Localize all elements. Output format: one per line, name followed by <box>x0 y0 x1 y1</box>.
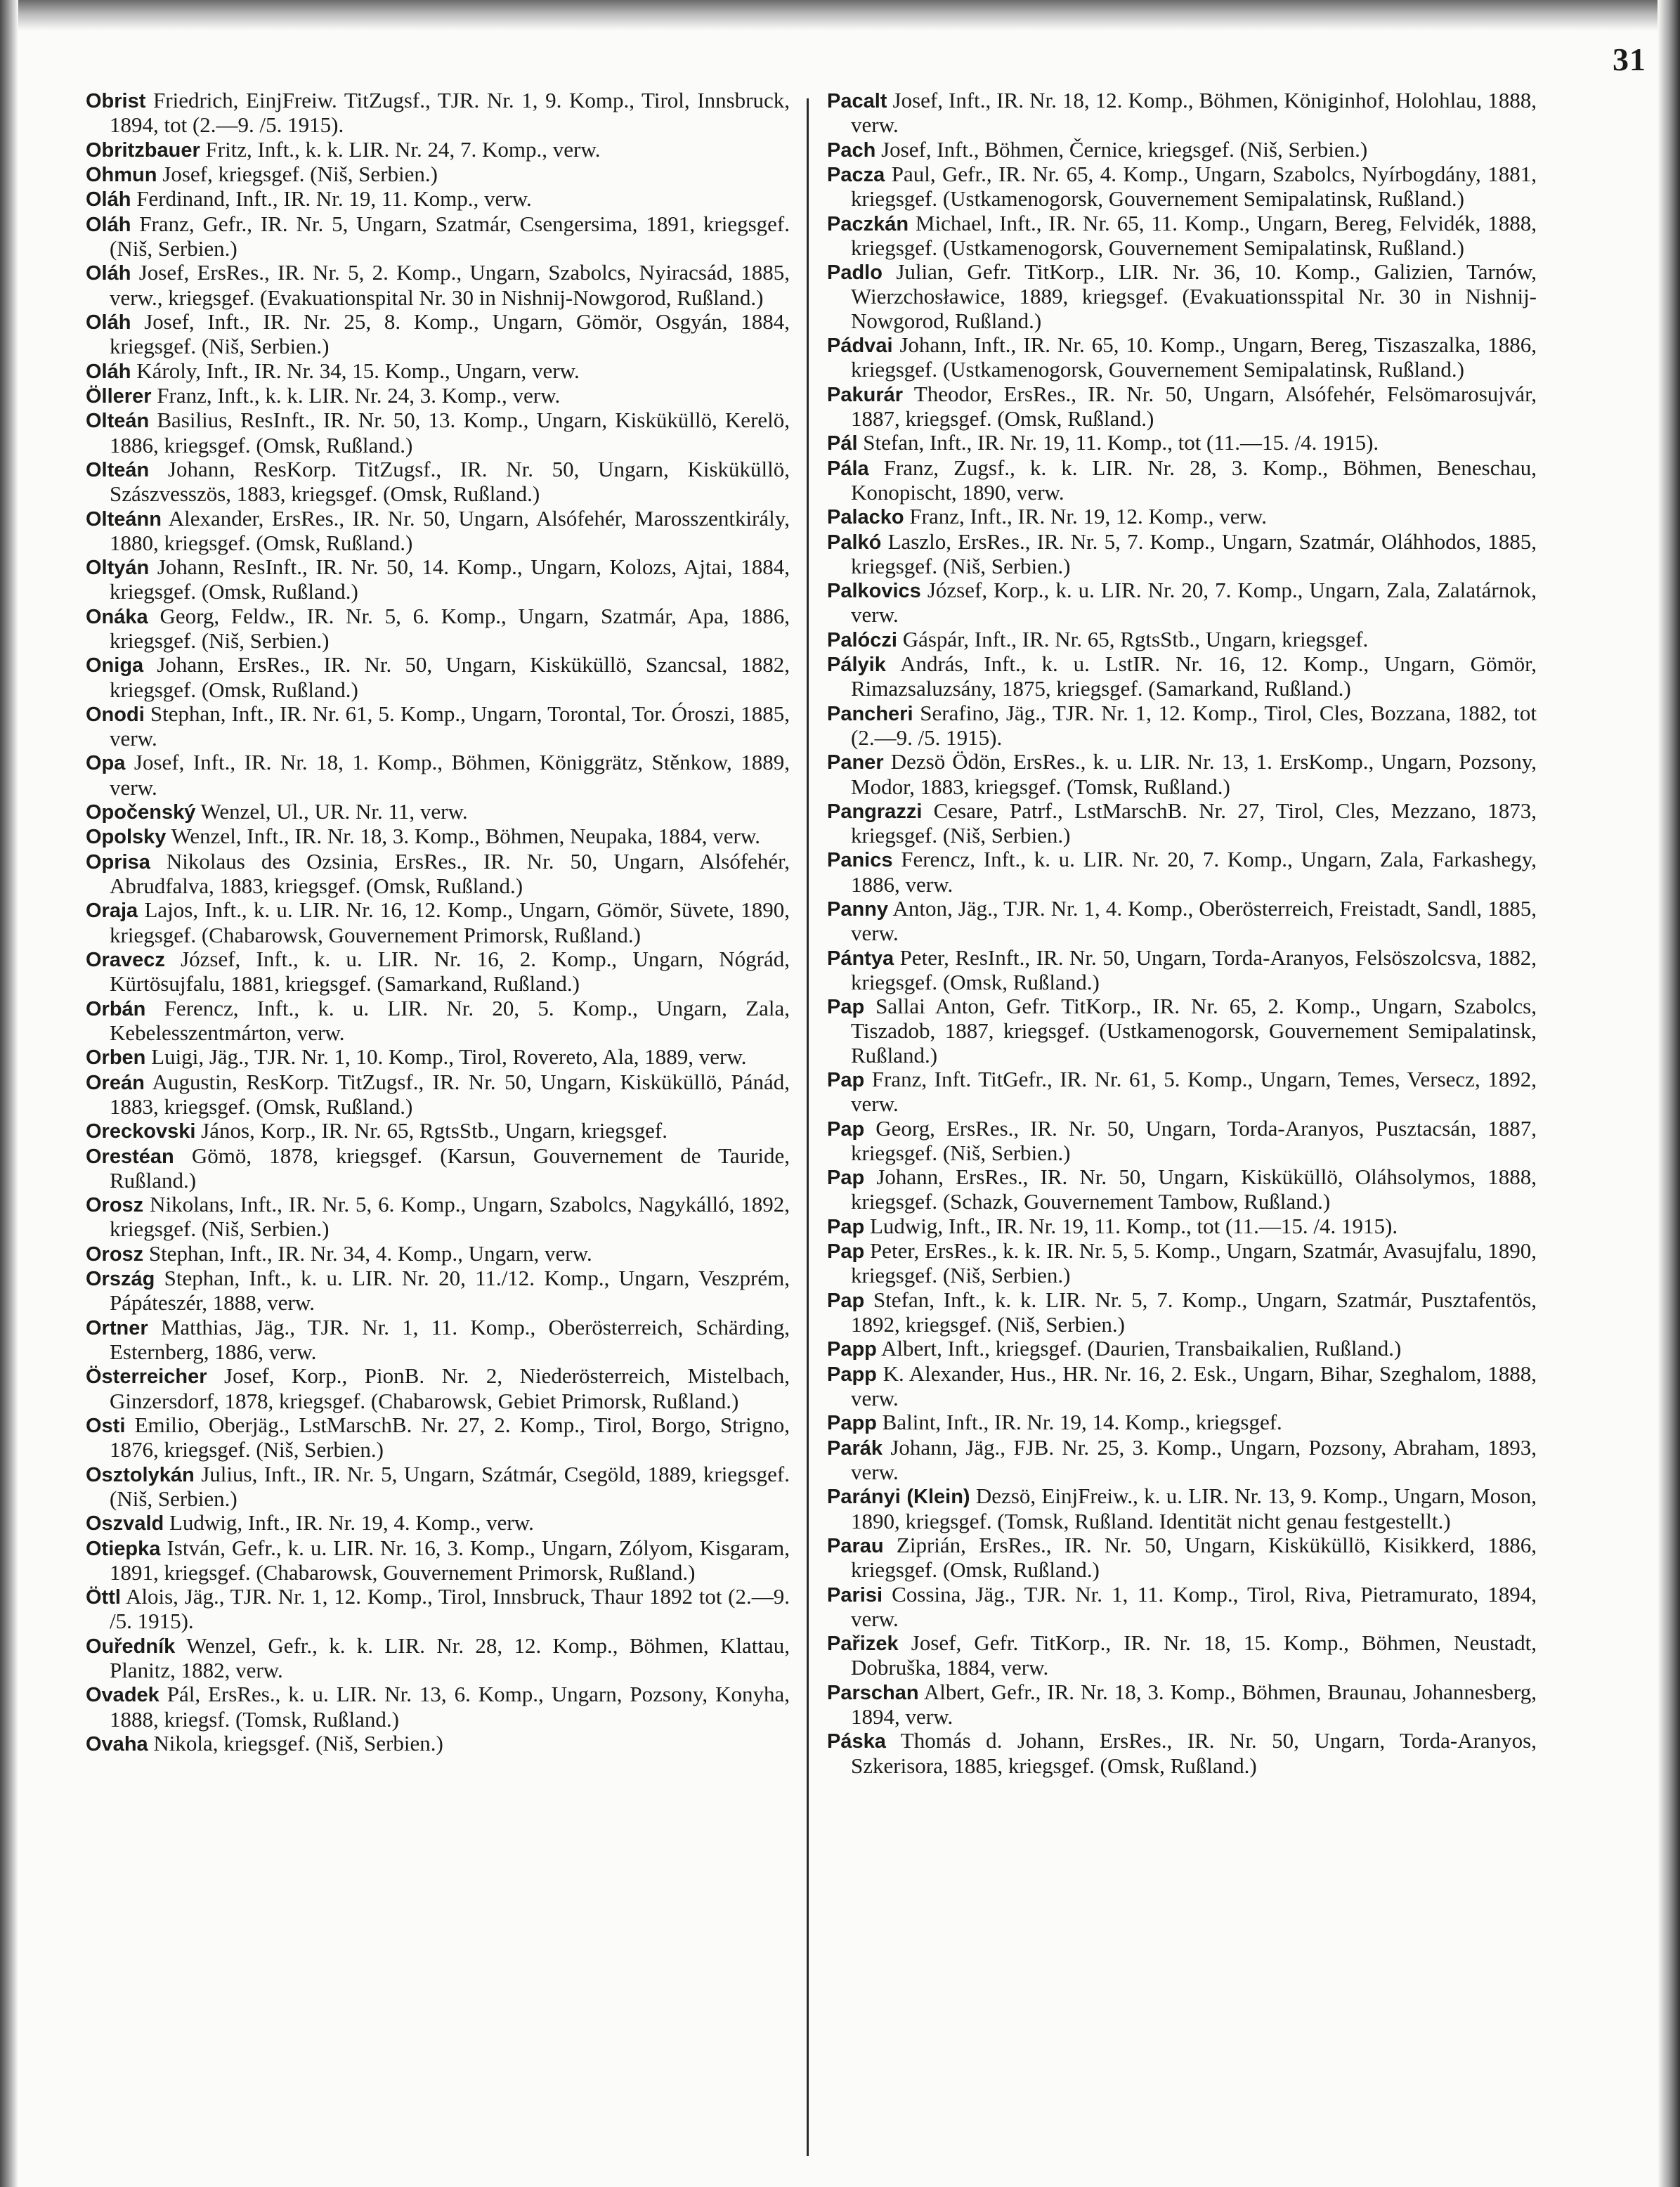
entry-details: Wenzel, Gefr., k. k. LIR. Nr. 28, 12. Komp., Böhmen, Klattau, Planitz, 1882, verw. <box>110 1633 790 1682</box>
entry-surname: Pádvai <box>827 334 893 357</box>
register-entry <box>86 1682 790 1731</box>
entry-surname: Parák <box>827 1436 883 1460</box>
register-entry <box>86 1536 790 1585</box>
register-entry <box>827 994 1537 1067</box>
entry-surname: Oláh <box>86 262 131 285</box>
register-entry <box>827 1680 1537 1729</box>
register-entry <box>827 1165 1537 1214</box>
entry-details: Laszlo, ErsRes., IR. Nr. 5, 7. Komp., Ungarn, Szatmár, Oláhhodos, 1885, kriegsgef. (Niš, Serbien.) <box>851 528 1537 578</box>
entry-surname: Pangrazzi <box>827 800 923 823</box>
entry-surname: Osti <box>86 1414 126 1437</box>
register-entry <box>827 1631 1537 1680</box>
entry-surname: Obrist <box>86 90 146 112</box>
entry-details: Nikola, kriegsgef. (Niš, Serbien.) <box>153 1730 443 1756</box>
entry-surname: Orosz <box>86 1194 144 1217</box>
register-entry <box>827 897 1537 945</box>
entry-details: Stephan, Inft., IR. Nr. 34, 4. Komp., Ungarn, verw. <box>148 1240 592 1266</box>
entry-details: Franz, Inft., k. k. LIR. Nr. 24, 3. Komp., verw. <box>157 382 561 408</box>
entry-surname: Paner <box>827 751 884 774</box>
entry-details: Josef, Inft., IR. Nr. 25, 8. Komp., Ungarn, Gömör, Osgyán, 1884, kriegsgef. (Niš, Serbien.) <box>110 309 790 359</box>
entry-surname: Pál <box>827 432 858 455</box>
entry-details: Franz, Zugsf., k. k. LIR. Nr. 28, 3. Komp., Böhmen, Beneschau, Konopischt, 1890, verw. <box>851 455 1537 505</box>
register-entry <box>86 1193 790 1241</box>
register-entry <box>827 260 1537 333</box>
entry-details: András, Inft., k. u. LstIR. Nr. 16, 12. Komp., Ungarn, Gömör, Rimazsaluzsány, 1875, kriegsgef. (Samarkand, Rußland.) <box>851 651 1537 701</box>
entry-details: Lajos, Inft., k. u. LIR. Nr. 16, 12. Komp., Ungarn, Gömör, Süvete, 1890, kriegsgef. (Chabarowsk, Gouvernement Primorsk, Rußland.) <box>110 897 790 947</box>
register-entry <box>827 1484 1537 1533</box>
register-entry <box>827 382 1537 431</box>
register-entry <box>86 507 790 555</box>
entry-details: Wenzel, Inft., IR. Nr. 18, 3. Komp., Böhmen, Neupaka, 1884, verw. <box>171 824 760 849</box>
entry-details: Johann, ResKorp. TitZugsf., IR. Nr. 50, Ungarn, Kisküküllö, Szászvesszös, 1883, kriegsgef. (Omsk, Rußland.) <box>110 456 790 507</box>
entry-surname: Pacalt <box>827 90 887 112</box>
entry-details: Peter, ResInft., IR. Nr. 50, Ungarn, Torda-Aranyos, Felsöszolcsva, 1882, kriegsgef. (Omsk, Rußland.) <box>851 945 1537 994</box>
entry-surname: Ovadek <box>86 1684 159 1707</box>
register-entry <box>86 261 790 309</box>
entry-details: Thomás d. Johann, ErsRes., IR. Nr. 50, Ungarn, Torda-Aranyos, Szkerisora, 1885, kriegsgef. (Omsk, Rußland.) <box>851 1728 1537 1778</box>
entry-surname: Ovaha <box>86 1732 148 1756</box>
entry-surname: Ohmun <box>86 163 157 186</box>
entry-surname: Pála <box>827 457 869 480</box>
register-entry <box>827 505 1537 529</box>
register-entry <box>827 578 1537 627</box>
register-entry <box>86 457 790 506</box>
entry-surname: Oláh <box>86 188 131 212</box>
register-entry <box>86 1316 790 1364</box>
register-entry <box>86 1070 790 1119</box>
register-entry <box>86 1413 790 1462</box>
entry-surname: Pap <box>827 1289 865 1312</box>
entry-details: Ferencz, Inft., k. u. LIR. Nr. 20, 7. Komp., Ungarn, Zala, Farkashegy, 1886, verw. <box>851 847 1537 897</box>
entry-details: Matthias, Jäg., TJR. Nr. 1, 11. Komp., Oberösterreich, Schärding, Esternberg, 1886, verw. <box>110 1314 790 1364</box>
entry-surname: Oraja <box>86 900 138 923</box>
page-number: 31 <box>1613 41 1646 77</box>
entry-surname: Opa <box>86 752 126 775</box>
entry-details: Dezsö Ödön, ErsRes., k. u. LIR. Nr. 13, 1. ErsKomp., Ungarn, Pozsony, Modor, 1883, kriegsgef. (Tomsk, Rußland.) <box>851 749 1537 799</box>
register-entry <box>827 652 1537 701</box>
entry-details: K. Alexander, Hus., HR. Nr. 16, 2. Esk., Ungarn, Bihar, Szeghalom, 1888, verw. <box>851 1361 1537 1411</box>
register-entry <box>827 530 1537 578</box>
register-entry <box>827 628 1537 652</box>
register-entry <box>827 431 1537 455</box>
entry-surname: Obritzbauer <box>86 138 200 162</box>
register-entry <box>86 1732 790 1756</box>
register-entry <box>827 1214 1537 1239</box>
register-entry <box>86 1266 790 1315</box>
entry-details: Georg, Feldw., IR. Nr. 5, 6. Komp., Ungarn, Szatmár, Apa, 1886, kriegsgef. (Niš, Serbien.) <box>110 603 790 653</box>
entry-details: Peter, ErsRes., k. k. IR. Nr. 5, 5. Komp., Ungarn, Szatmár, Avasujfalu, 1890, kriegsgef. (Niš, Serbien.) <box>851 1238 1537 1288</box>
entry-surname: Ortner <box>86 1316 148 1339</box>
entry-surname: Oreckovski <box>86 1120 196 1143</box>
register-entry <box>827 212 1537 260</box>
entry-surname: Palóczi <box>827 628 897 651</box>
entry-details: Josef, Gefr. TitKorp., IR. Nr. 18, 15. Komp., Böhmen, Neustadt, Dobruška, 1884, verw. <box>851 1630 1537 1680</box>
register-entry <box>86 1119 790 1143</box>
entry-surname: Papp <box>827 1338 877 1361</box>
register-entry <box>86 310 790 358</box>
entry-details: Josef, Korp., PionB. Nr. 2, Niederösterreich, Mistelbach, Ginzersdorf, 1878, kriegsgef. (Chabarowsk, Gebiet Primorsk, Rußland.) <box>110 1363 790 1413</box>
entry-surname: Parschan <box>827 1681 919 1704</box>
entry-surname: Páska <box>827 1730 886 1753</box>
entry-surname: Pap <box>827 1117 865 1141</box>
entry-details: Johann, ErsRes., IR. Nr. 50, Ungarn, Kisküküllö, Szancsal, 1882, kriegsgef. (Omsk, Rußland.) <box>110 652 790 702</box>
entry-details: Serafino, Jäg., TJR. Nr. 1, 12. Komp., Tirol, Cles, Bozzana, 1882, tot (2.—9. /5. 1915). <box>851 700 1537 750</box>
entry-details: Gáspár, Inft., IR. Nr. 65, RgtsStb., Ungarn, kriegsgef. <box>902 626 1369 651</box>
entry-details: Ludwig, Inft., IR. Nr. 19, 11. Komp., tot (11.—15. /4. 1915). <box>869 1213 1398 1238</box>
entry-surname: Oprisa <box>86 850 150 874</box>
entry-surname: Oszvald <box>86 1512 164 1536</box>
register-entry <box>827 1729 1537 1777</box>
entry-details: Michael, Inft., IR. Nr. 65, 11. Komp., Ungarn, Bereg, Felvidék, 1888, kriegsgef. (Ustkamenogorsk, Gouvernement Semipalatinsk, Rußland.) <box>851 210 1537 260</box>
entry-details: Basilius, ResInft., IR. Nr. 50, 13. Komp., Ungarn, Kisküküllö, Kerelö, 1886, kriegsgef. (Omsk, Rußland.) <box>110 408 790 457</box>
left-column <box>86 89 790 1756</box>
entry-details: Wenzel, Ul., UR. Nr. 11, verw. <box>200 799 468 824</box>
entry-surname: Pap <box>827 1167 865 1190</box>
entry-surname: Pach <box>827 138 876 162</box>
entry-surname: Pályik <box>827 654 886 677</box>
entry-details: Gömö, 1878, kriegsgef. (Karsun, Gouvernement de Tauride, Rußland.) <box>110 1143 790 1193</box>
register-entry <box>86 653 790 701</box>
entry-surname: Pap <box>827 1240 865 1264</box>
entry-surname: Oltyán <box>86 557 150 580</box>
entry-details: Fritz, Inft., k. k. LIR. Nr. 24, 7. Komp., verw. <box>205 136 601 162</box>
entry-details: János, Korp., IR. Nr. 65, RgtsStb., Ungarn, kriegsgef. <box>201 1118 668 1143</box>
entry-surname: Pap <box>827 1215 865 1238</box>
entry-details: Emilio, Oberjäg., LstMarschB. Nr. 27, 2. Komp., Tirol, Borgo, Strigno, 1876, kriegsgef. (Niš, Serbien.) <box>110 1412 790 1462</box>
entry-surname: Pařizek <box>827 1633 899 1656</box>
entry-surname: Österreicher <box>86 1365 207 1389</box>
entry-details: Julius, Inft., IR. Nr. 5, Ungarn, Szátmár, Csegöld, 1889, kriegsgef. (Niš, Serbien.) <box>110 1461 790 1511</box>
entry-details: Josef, Inft., IR. Nr. 18, 1. Komp., Böhmen, Königgrätz, Stěnkow, 1889, verw. <box>110 750 790 800</box>
register-entry <box>86 408 790 457</box>
entry-surname: Papp <box>827 1412 877 1435</box>
register-entry <box>827 946 1537 994</box>
entry-details: Franz, Inft., IR. Nr. 19, 12. Komp., verw. <box>909 504 1267 529</box>
register-entry <box>86 1242 790 1266</box>
register-entry <box>86 997 790 1045</box>
entry-surname: Oláh <box>86 360 131 383</box>
register-entry <box>827 1583 1537 1631</box>
entry-details: Albert, Gefr., IR. Nr. 18, 3. Komp., Böhmen, Braunau, Johannesberg, 1894, verw. <box>851 1679 1537 1729</box>
entry-details: Alexander, ErsRes., IR. Nr. 50, Ungarn, Alsófehér, Marosszentkirály, 1880, kriegsgef. (Omsk, Rußland.) <box>110 505 790 555</box>
entry-details: Ferdinand, Inft., IR. Nr. 19, 11. Komp., verw. <box>136 186 532 212</box>
entry-surname: Pancheri <box>827 702 913 725</box>
register-entry <box>827 1410 1537 1435</box>
entry-surname: Ouředník <box>86 1635 176 1658</box>
register-entry <box>827 1436 1537 1484</box>
column-divider <box>807 98 809 2156</box>
entry-surname: Palkovics <box>827 580 921 603</box>
entry-details: Alois, Jäg., TJR. Nr. 1, 12. Komp., Tirol, Innsbruck, Thaur 1892 tot (2.—9. /5. 1915). <box>110 1584 790 1634</box>
entry-surname: Otiepka <box>86 1537 161 1560</box>
entry-surname: Olteán <box>86 410 150 433</box>
entry-surname: Oreán <box>86 1071 145 1094</box>
entry-details: Friedrich, EinjFreiw. TitZugsf., TJR. Nr. 1, 9. Komp., Tirol, Innsbruck, 1894, tot (2.—9. /5. 1915). <box>110 88 790 138</box>
entry-details: Stephan, Inft., k. u. LIR. Nr. 20, 11./12. Komp., Ungarn, Veszprém, Pápáteszér, 1888, verw. <box>110 1266 790 1316</box>
entry-surname: Palacko <box>827 506 904 529</box>
register-entry <box>827 89 1537 137</box>
entry-details: Stephan, Inft., IR. Nr. 61, 5. Komp., Ungarn, Torontal, Tor. Óroszi, 1885, verw. <box>110 701 790 751</box>
entry-details: Theodor, ErsRes., IR. Nr. 50, Ungarn, Alsófehér, Felsömarosujvár, 1887, kriegsgef. (Omsk, Rußland.) <box>851 381 1537 431</box>
entry-details: Georg, ErsRes., IR. Nr. 50, Ungarn, Torda-Aranyos, Pusztacsán, 1887, kriegsgef. (Niš, Serbien.) <box>851 1115 1537 1165</box>
register-entry <box>86 604 790 653</box>
entry-surname: Pakurár <box>827 383 904 406</box>
register-entry <box>827 1362 1537 1410</box>
register-entry <box>86 1045 790 1070</box>
entry-surname: Padlo <box>827 261 883 285</box>
register-entry <box>86 162 790 187</box>
scan-edge-left <box>0 0 18 2187</box>
register-entry <box>86 850 790 898</box>
entry-details: Franz, Gefr., IR. Nr. 5, Ungarn, Szatmár, Csengersima, 1891, kriegsgef. (Niš, Serbien.) <box>110 211 790 261</box>
entry-surname: Orbán <box>86 997 146 1020</box>
entry-surname: Pántya <box>827 947 894 970</box>
entry-surname: Opočenský <box>86 801 196 824</box>
entry-surname: Pap <box>827 996 865 1019</box>
entry-details: Josef, Inft., Böhmen, Černice, kriegsgef. (Niš, Serbien.) <box>881 136 1368 162</box>
entry-details: Nikolaus des Ozsinia, ErsRes., IR. Nr. 50, Ungarn, Alsófehér, Abrudfalva, 1883, kriegsgef. (Omsk, Rußland.) <box>110 848 790 899</box>
entry-details: Cossina, Jäg., TJR. Nr. 1, 11. Komp., Tirol, Riva, Pietramurato, 1894, verw. <box>851 1581 1537 1631</box>
register-entry <box>827 456 1537 505</box>
entry-surname: Paczkán <box>827 212 909 235</box>
entry-surname: Onáka <box>86 605 148 628</box>
entry-surname: Pacza <box>827 163 885 186</box>
register-entry <box>86 384 790 408</box>
scan-edge-top <box>0 0 1680 31</box>
entry-surname: Öllerer <box>86 384 152 408</box>
entry-details: Stefan, Inft., IR. Nr. 19, 11. Komp., tot (11.—15. /4. 1915). <box>863 430 1379 455</box>
entry-details: Károly, Inft., IR. Nr. 34, 15. Komp., Ungarn, verw. <box>136 358 580 383</box>
register-entry <box>86 555 790 604</box>
register-entry <box>86 1462 790 1511</box>
entry-surname: Parau <box>827 1534 884 1557</box>
entry-surname: Parányi (Klein) <box>827 1486 970 1509</box>
register-entry <box>827 1288 1537 1337</box>
entry-details: Stefan, Inft., k. k. LIR. Nr. 5, 7. Komp., Ungarn, Szatmár, Pusztafentös, 1892, kriegsgef. (Niš, Serbien.) <box>851 1287 1537 1337</box>
entry-details: Johann, ResInft., IR. Nr. 50, 14. Komp., Ungarn, Kolozs, Ajtai, 1884, kriegsgef. (Omsk, Rußland.) <box>110 554 790 604</box>
register-entry <box>827 799 1537 848</box>
entry-surname: Orosz <box>86 1242 144 1266</box>
register-entry <box>86 800 790 824</box>
register-entry <box>86 751 790 799</box>
register-entry <box>86 359 790 384</box>
entry-details: Paul, Gefr., IR. Nr. 65, 4. Komp., Ungarn, Szabolcs, Nyírbogdány, 1881, kriegsgef. (Ustkamenogorsk, Gouvernement Semipalatinsk, Rußland.) <box>851 161 1537 212</box>
entry-details: Johann, Inft., IR. Nr. 65, 10. Komp., Ungarn, Bereg, Tiszaszalka, 1886, kriegsgef. (Ustkamenogorsk, Gouvernement Semipalatinsk, Rußland.) <box>851 332 1537 382</box>
entry-details: Nikolans, Inft., IR. Nr. 5, 6. Komp., Ungarn, Szabolcs, Nagykálló, 1892, kriegsgef. (Niš, Serbien.) <box>110 1192 790 1242</box>
register-entry <box>827 162 1537 211</box>
right-column <box>827 89 1537 1778</box>
entry-surname: Ország <box>86 1268 155 1291</box>
entry-surname: Pap <box>827 1069 865 1092</box>
entry-surname: Opolsky <box>86 826 167 849</box>
entry-surname: Papp <box>827 1363 877 1386</box>
entry-details: Sallai Anton, Gefr. TitKorp., IR. Nr. 65, 2. Komp., Ungarn, Szabolcs, Tiszadob, 1887, kriegsgef. (Ustkamenogorsk, Gouvernement Semipalatinsk, Rußland.) <box>851 994 1537 1067</box>
entry-details: Josef, kriegsgef. (Niš, Serbien.) <box>162 161 438 186</box>
entry-surname: Oniga <box>86 654 144 677</box>
entry-surname: Osztolykán <box>86 1463 195 1486</box>
register-entry <box>86 1364 790 1413</box>
register-entry <box>86 947 790 996</box>
scan-edge-right <box>1658 0 1680 2187</box>
register-entry <box>86 212 790 261</box>
register-entry <box>86 1511 790 1536</box>
register-entry <box>86 138 790 162</box>
register-entry <box>827 1533 1537 1582</box>
entry-details: Balint, Inft., IR. Nr. 19, 14. Komp., kriegsgef. <box>882 1410 1282 1435</box>
entry-details: Albert, Inft., kriegsgef. (Daurien, Transbaikalien, Rußland.) <box>880 1336 1402 1361</box>
entry-details: Pál, ErsRes., k. u. LIR. Nr. 13, 6. Komp., Ungarn, Pozsony, Konyha, 1888, kriegsf. (Tomsk, Rußland.) <box>110 1682 790 1732</box>
register-entry <box>827 848 1537 896</box>
entry-details: Julian, Gefr. TitKorp., LIR. Nr. 36, 10. Komp., Galizien, Tarnów, Wierzchosławice, 1889, kriegsgef. (Evakuationsspital Nr. 30 in Nishnij-Nowgorod, Rußland.) <box>851 259 1537 333</box>
register-entry <box>827 701 1537 750</box>
register-entry <box>827 1067 1537 1116</box>
register-entry <box>86 702 790 751</box>
register-entry <box>86 824 790 849</box>
register-entry <box>86 1634 790 1682</box>
entry-surname: Öttl <box>86 1586 121 1609</box>
entry-details: István, Gefr., k. u. LIR. Nr. 16, 3. Komp., Ungarn, Zólyom, Kisgaram, 1891, kriegsgef. (Chabarowsk, Gouvernement Primorsk, Rußland.) <box>110 1535 790 1585</box>
register-entry <box>827 750 1537 798</box>
entry-details: Anton, Jäg., TJR. Nr. 1, 4. Komp., Oberösterreich, Freistadt, Sandl, 1885, verw. <box>851 896 1537 946</box>
entry-details: Franz, Inft. TitGefr., IR. Nr. 61, 5. Komp., Ungarn, Temes, Versecz, 1892, verw. <box>851 1067 1537 1117</box>
entry-surname: Panny <box>827 898 889 921</box>
entry-surname: Onodi <box>86 703 145 726</box>
entry-details: Augustin, ResKorp. TitZugsf., IR. Nr. 50, Ungarn, Kisküküllö, Pánád, 1883, kriegsgef. (Omsk, Rußland.) <box>110 1069 790 1119</box>
register-entry <box>827 1117 1537 1165</box>
register-entry <box>86 89 790 137</box>
entry-surname: Panics <box>827 849 893 872</box>
entry-surname: Palkó <box>827 531 882 554</box>
register-entry <box>827 333 1537 382</box>
entry-details: Luigi, Jäg., TJR. Nr. 1, 10. Komp., Tirol, Rovereto, Ala, 1889, verw. <box>151 1044 747 1070</box>
entry-surname: Parisi <box>827 1583 883 1607</box>
entry-surname: Oláh <box>86 311 131 334</box>
entry-details: Dezsö, EinjFreiw., k. u. LIR. Nr. 13, 9. Komp., Ungarn, Moson, 1890, kriegsgef. (Tomsk, Rußland. Identität nicht genau festgestellt.) <box>851 1484 1537 1533</box>
entry-details: Josef, ErsRes., IR. Nr. 5, 2. Komp., Ungarn, Szabolcs, Nyiracsád, 1885, verw., kriegsgef. (Evakuationspital Nr. 30 in Nishnij-Nowgorod, Rußland.) <box>110 260 790 310</box>
entry-details: Josef, Inft., IR. Nr. 18, 12. Komp., Böhmen, Königinhof, Holohlau, 1888, verw. <box>851 88 1537 138</box>
entry-details: Ziprián, ErsRes., IR. Nr. 50, Ungarn, Kisküküllö, Kisikkerd, 1886, kriegsgef. (Omsk, Rußland.) <box>851 1532 1537 1583</box>
register-entry <box>86 898 790 947</box>
register-entry <box>86 187 790 212</box>
entry-surname: Orestéan <box>86 1145 174 1168</box>
entry-details: Ferencz, Inft., k. u. LIR. Nr. 20, 5. Komp., Ungarn, Zala, Kebelesszentmárton, verw. <box>110 995 790 1045</box>
entry-surname: Olteán <box>86 458 150 481</box>
entry-details: József, Inft., k. u. LIR. Nr. 16, 2. Komp., Ungarn, Nógrád, Kürtösujfalu, 1881, kriegsgef. (Samarkand, Rußland.) <box>110 947 790 997</box>
register-entry <box>86 1585 790 1633</box>
register-entry <box>827 1239 1537 1287</box>
register-entry <box>827 138 1537 162</box>
entry-details: Cesare, Patrf., LstMarschB. Nr. 27, Tirol, Cles, Mezzano, 1873, kriegsgef. (Niš, Serbien.) <box>851 798 1537 848</box>
entry-details: Johann, ErsRes., IR. Nr. 50, Ungarn, Kisküküllö, Oláhsolymos, 1888, kriegsgef. (Schazk, Gouvernement Tambow, Rußland.) <box>851 1164 1537 1214</box>
entry-details: Johann, Jäg., FJB. Nr. 25, 3. Komp., Ungarn, Pozsony, Abraham, 1893, verw. <box>851 1434 1537 1484</box>
entry-details: József, Korp., k. u. LIR. Nr. 20, 7. Komp., Ungarn, Zala, Zalatárnok, verw. <box>851 578 1537 628</box>
entry-surname: Orben <box>86 1046 146 1070</box>
register-entry <box>86 1144 790 1193</box>
entry-surname: Oravecz <box>86 949 165 972</box>
entry-surname: Oláh <box>86 213 131 236</box>
entry-surname: Olteánn <box>86 507 162 531</box>
register-entry <box>827 1337 1537 1361</box>
entry-details: Ludwig, Inft., IR. Nr. 19, 4. Komp., verw. <box>169 1510 534 1536</box>
